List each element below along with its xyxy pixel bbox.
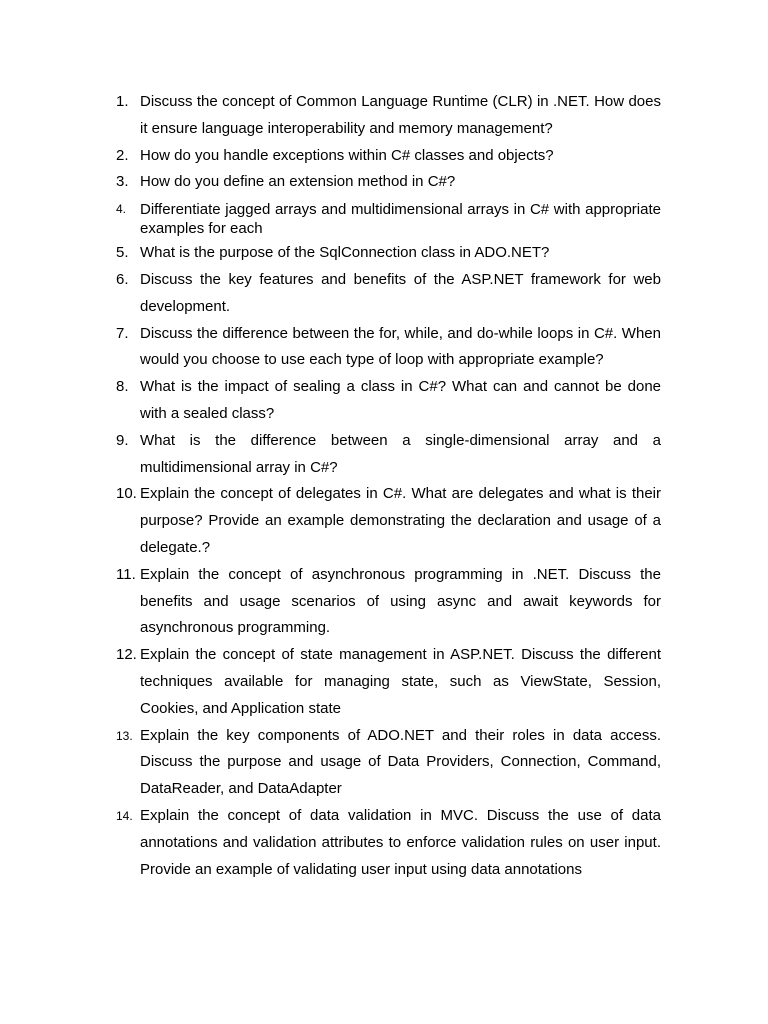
question-text: Discuss the concept of Common Language Runtime (CLR) in .NET. How does it ensure language interoperability and memory management? xyxy=(140,93,661,137)
question-list xyxy=(116,89,661,883)
question-number: 9. xyxy=(116,431,129,449)
question-number: 13. xyxy=(116,728,133,743)
question-text: What is the impact of sealing a class in C#? What can and cannot be done with a sealed class? xyxy=(140,378,661,422)
question-item-12 xyxy=(116,642,661,722)
question-number: 1. xyxy=(116,93,129,110)
question-number: 2. xyxy=(116,146,129,164)
question-item-7 xyxy=(116,321,661,375)
question-item-6 xyxy=(116,267,661,321)
question-text: Explain the concept of state management in ASP.NET. Discuss the different techniques available for managing state, such as ViewState, Session, Cookies, and Application state xyxy=(140,646,661,717)
question-text: Explain the concept of asynchronous programming in .NET. Discuss the benefits and usage scenarios of using async and await keywords for asynchronous programming. xyxy=(140,565,661,637)
question-text: Differentiate jagged arrays and multidimensional arrays in C# with appropriate examples for each xyxy=(140,201,661,238)
question-text: What is the purpose of the SqlConnection class in ADO.NET? xyxy=(140,244,550,262)
question-item-14 xyxy=(116,803,661,883)
question-number: 4. xyxy=(116,202,127,217)
question-text: Explain the key components of ADO.NET and their roles in data access. Discuss the purpose and usage of Data Providers, Connection, Command, DataReader, and DataAdapter xyxy=(140,726,661,798)
question-number: 8. xyxy=(116,378,129,396)
question-item-9 xyxy=(116,428,661,482)
question-text: Explain the concept of data validation in MVC. Discuss the use of data annotations and validation attributes to enforce validation rules on user input. Provide an example of validating user input using data annotations xyxy=(140,806,661,878)
question-number: 6. xyxy=(116,270,129,288)
question-text: How do you handle exceptions within C# classes and objects? xyxy=(140,146,554,164)
question-item-4 xyxy=(116,196,661,240)
question-item-10 xyxy=(116,481,661,561)
question-item-11 xyxy=(116,562,661,642)
question-number: 5. xyxy=(116,244,129,262)
question-number: 14. xyxy=(116,808,133,823)
question-number: 11. xyxy=(116,565,136,583)
question-text: Explain the concept of delegates in C#. What are delegates and what is their purpose? Provide an example demonstrating the declaration and usage of a delegate.? xyxy=(140,485,661,556)
question-number: 7. xyxy=(116,324,129,342)
question-text: Discuss the difference between the for, while, and do-while loops in C#. When would you choose to use each type of loop with appropriate example? xyxy=(140,324,661,369)
question-item-5 xyxy=(116,240,661,267)
question-number: 10. xyxy=(116,485,137,503)
question-number: 3. xyxy=(116,173,129,191)
question-item-8 xyxy=(116,374,661,428)
question-item-3 xyxy=(116,169,661,196)
question-item-13 xyxy=(116,723,661,803)
question-number: 12. xyxy=(116,646,137,664)
question-text: How do you define an extension method in C#? xyxy=(140,173,456,191)
question-text: What is the difference between a single-dimensional array and a multidimensional array in C#? xyxy=(140,431,661,476)
question-item-2 xyxy=(116,143,661,170)
question-item-1 xyxy=(116,89,661,143)
question-text: Discuss the key features and benefits of the ASP.NET framework for web development. xyxy=(140,270,661,315)
